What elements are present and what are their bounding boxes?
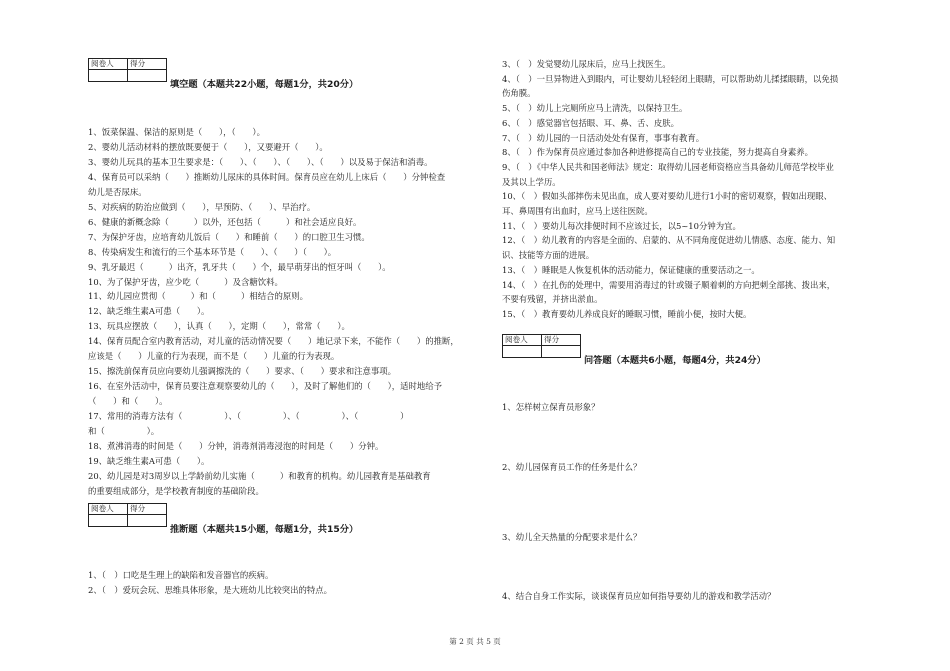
fill-question-line: 13、玩具应摆放（ ），认真（ ），定期（ ），常常（ ）。 xyxy=(88,321,350,332)
judge-question-line: 8、（ ）作为保育员应通过参加各种进修提高自己的专业技能，努力提高自身素养。 xyxy=(502,147,814,158)
judge-question-line: 9、（ ）《中华人民共和国老师法》规定：取得幼儿园老师资格应当具备幼儿师范学校毕业 xyxy=(502,161,834,172)
fill-question-line: 14、保育员配合室内教育活动，对儿童的活动情况要（ ）地记录下来，不能作（ ）的推断， xyxy=(88,336,459,347)
score-box-score-cell[interactable] xyxy=(542,346,581,358)
judge-question-line: 5、（ ）幼儿上完厕所应马上清洗，以保持卫生。 xyxy=(502,103,688,114)
score-box-reviewer-label: 阅卷人 xyxy=(89,504,128,515)
score-box-score-cell[interactable] xyxy=(128,515,167,527)
fill-question-line: 9、乳牙最迟（ ）出齐，乳牙共（ ）个，最早萌芽出的恒牙叫（ ）。 xyxy=(88,261,391,272)
qa-item-1: 1、怎样树立保育员形象？ xyxy=(502,402,600,412)
fill-question-line: 10、为了保护牙齿，应少吃（ ）及含糖饮料。 xyxy=(88,276,283,287)
judge-question-line: 4、（ ）一旦异物进入到眼内，可让婴幼儿轻轻闭上眼睛，可以帮助幼儿揉揉眼睛，以免损 xyxy=(502,73,839,84)
fill-question-line: 12、缺乏维生素A可患（ ）。 xyxy=(88,306,210,317)
fill-question-line: 3、婴幼儿玩具的基本卫生要求是：（ ）、（ ）、（ ）、（ ）以及易于保洁和消毒。 xyxy=(88,156,433,167)
fill-question-line: 19、缺乏维生素A可患（ ）。 xyxy=(88,455,210,466)
fill-question-line: 幼儿是否尿床。 xyxy=(88,186,147,197)
judge-question-line: 耳、鼻周围有出血时，应马上送往医院。 xyxy=(502,206,653,216)
fill-question-line: 20、幼儿园是对3周岁以上学龄前幼儿实施（ ）和教育的机构。幼儿园教育是基础教育 xyxy=(88,470,431,481)
page-footer: 第 2 页 共 5 页 xyxy=(449,637,501,646)
fill-question-line: 2、婴幼儿活动材料的摆放既要便于（ ），又要避开（ ）。 xyxy=(88,141,328,152)
judge-question-line: 及其以上学历。 xyxy=(502,176,561,187)
fill-question-line: 4、保育员可以采纳（ ）推断幼儿尿床的具体时间。保育员应在幼儿上床后（ ）分钟检查 xyxy=(88,171,446,182)
score-box-score-label: 得分 xyxy=(128,504,167,515)
judge-question-line: 3、（ ）发觉婴幼儿尿床后，应马上找医生。 xyxy=(502,59,671,69)
fill-question-line: 15、擦洗前保育员应向要幼儿强调擦洗的（ ）要求、（ ）要求和注意事项。 xyxy=(88,366,396,377)
score-box-score-cell[interactable] xyxy=(128,70,167,82)
judge-question-line: 不要有残留，并挤出淤血。 xyxy=(502,294,603,305)
judge-question-line: 15、（ ）教育要幼儿养成良好的睡眠习惯，睡前小便，按时大便。 xyxy=(502,308,752,319)
fill-question-line: 的重要组成部分，是学校教育制度的基础阶段。 xyxy=(88,485,264,496)
qa-item-4: 4、结合自身工作实际，谈谈保育员应如何指导要幼儿的游戏和教学活动？ xyxy=(502,591,776,601)
score-box-qa xyxy=(502,334,581,358)
score-box-judge xyxy=(88,503,167,527)
qa-section-title: 问答题（本题共6小题，每题4分，共24分） xyxy=(584,355,766,366)
fill-question-line: 18、煮沸消毒的时间是（ ）分钟，消毒剂消毒浸泡的时间是（ ）分钟。 xyxy=(88,440,384,451)
score-box-fill xyxy=(88,58,167,82)
fill-question-line: 应该是（ ）儿童的行为表现，而不是（ ）儿童的行为表现。 xyxy=(88,351,340,362)
qa-item-2: 2、幼儿园保育员工作的任务是什么？ xyxy=(502,462,642,472)
judge-question-line: 识、技能等方面的进展。 xyxy=(502,250,595,261)
fill-section-title: 填空题（本题共22小题，每题1分，共20分） xyxy=(170,79,359,90)
judge-question-line: 7、（ ）幼儿园的一日活动处处有保育，事事有教育。 xyxy=(502,132,705,143)
judge-question-line: 6、（ ）感觉器官包括眼、耳、鼻、舌、皮肤。 xyxy=(502,117,680,128)
score-box-reviewer-cell[interactable] xyxy=(89,70,128,82)
fill-question-line: 6、健康的新概念除（ ）以外，还包括（ ）和社会适应良好。 xyxy=(88,216,362,227)
fill-question-line: 和（ ）。 xyxy=(88,426,160,436)
score-box-score-label: 得分 xyxy=(542,335,581,346)
judge-question-line: 10、（ ）假如头部摔伤未见出血，成人要对要幼儿进行1小时的密切观察，假如出现眼、 xyxy=(502,191,833,202)
fill-question-line: 5、对疾病的防治应做到（ ），早预防、（ ）、早治疗。 xyxy=(88,201,316,212)
fill-question-line: 7、为保护牙齿，应培育幼儿饭后（ ）和睡前（ ）的口腔卫生习惯。 xyxy=(88,231,370,242)
score-box-reviewer-label: 阅卷人 xyxy=(89,59,128,70)
fill-question-line: 1、饭菜保温、保洁的原则是（ ），（ ）。 xyxy=(88,127,265,137)
fill-question-line: （ ）和（ ）。 xyxy=(88,396,168,407)
judge-question-line: 11、（ ）要幼儿每次排便时间不应该过长，以5~10分钟为宜。 xyxy=(502,220,741,231)
fill-question-line: 16、在室外活动中，保育员要注意观察要幼儿的（ ），及时了解他们的（ ），适时地给予 xyxy=(88,381,443,392)
score-box-reviewer-cell[interactable] xyxy=(89,515,128,527)
judge-question-line: 12、（ ）幼儿教育的内容是全面的、启蒙的、从不同角度促进幼儿情感、态度、能力、知 xyxy=(502,235,836,246)
judge-question-line: 2、（ ）爱玩会玩、思维具体形象，是大班幼儿比较突出的特点。 xyxy=(88,585,333,595)
judge-section-title: 推断题（本题共15小题，每题1分，共15分） xyxy=(170,524,359,535)
fill-question-line: 17、常用的消毒方法有（ ）、（ ）、（ ）、（ ） xyxy=(88,411,409,422)
judge-question-line: 1、（ ）口吃是生理上的缺陷和发音器官的疾病。 xyxy=(88,570,274,580)
judge-question-line: 14、（ ）在扎伤的处理中，需要用消毒过的针或镊子顺着刺的方向把刺全部挑、拨出来， xyxy=(502,279,836,290)
score-box-reviewer-label: 阅卷人 xyxy=(503,335,542,346)
fill-question-line: 11、幼儿园应贯彻（ ）和（ ）相结合的原则。 xyxy=(88,291,309,302)
fill-question-line: 8、传染病发生和流行的三个基本环节是（ ）、（ ）（ ）。 xyxy=(88,246,337,257)
score-box-reviewer-cell[interactable] xyxy=(503,346,542,358)
score-box-score-label: 得分 xyxy=(128,59,167,70)
judge-question-line: 13、（ ）睡眠是人恢复机体的活动能力，保证健康的重要活动之一。 xyxy=(502,264,760,275)
qa-item-3: 3、幼儿全天热量的分配要求是什么？ xyxy=(502,532,642,542)
judge-question-line: 伤角膜。 xyxy=(502,88,536,99)
